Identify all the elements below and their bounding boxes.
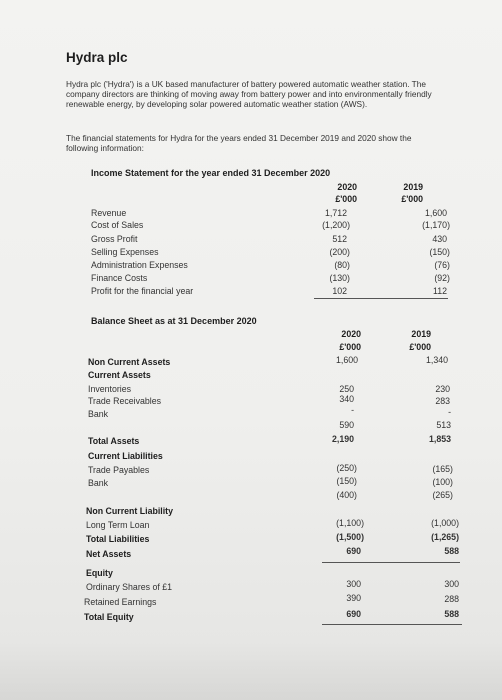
bs-long-term-loan-b: (1,000)	[431, 518, 459, 528]
bs-long-term-loan-label: Long Term Loan	[86, 520, 150, 530]
bs-current-assets-label: Current Assets	[88, 370, 151, 380]
bs-current-liabilities-total-b: (265)	[432, 490, 453, 500]
bs-net-assets-label: Net Assets	[86, 549, 132, 559]
is-row-label: Profit for the financial year	[91, 286, 194, 296]
is-row-label: Cost of Sales	[91, 220, 144, 230]
bs-current-liabilities-total-a: (400)	[336, 490, 357, 500]
bs-equity-label: Equity	[86, 568, 113, 578]
is-row-value-a: 1,712	[324, 208, 347, 218]
is-year-b: 2019	[403, 182, 423, 192]
is-row-value-a: (80)	[334, 260, 350, 270]
bs-total-liabilities-label: Total Liabilities	[86, 534, 150, 544]
bs-trade-payables-a: (250)	[336, 463, 357, 473]
bs-year-a: 2020	[341, 329, 361, 339]
is-row-label: Finance Costs	[91, 273, 148, 283]
bs-trade-payables-b: (165)	[432, 464, 453, 474]
is-row-value-b: (1,170)	[422, 220, 450, 230]
page-shadow	[0, 640, 502, 700]
bs-non-current-liability-label: Non Current Liability	[86, 506, 173, 516]
is-row-value-a: (130)	[329, 273, 350, 283]
is-unit-b: £'000	[401, 194, 423, 204]
bs-total-equity-b: 588	[444, 609, 459, 619]
bs-bank-liability-a: (150)	[336, 476, 357, 486]
bs-total-equity-label: Total Equity	[84, 612, 134, 622]
is-row-value-b: (150)	[429, 247, 450, 257]
bs-total-assets-b: 1,853	[428, 434, 451, 444]
is-row-value-a: 512	[332, 234, 347, 244]
bs-inventories-a: 250	[339, 384, 354, 394]
is-row-value-b: (76)	[434, 260, 450, 270]
bs-trade-receivables-label: Trade Receivables	[88, 396, 162, 406]
is-year-a: 2020	[337, 182, 357, 192]
bs-current-assets-total-b: 513	[436, 420, 451, 430]
bs-total-liabilities-a: (1,500)	[336, 532, 364, 542]
is-row-value-a: (200)	[329, 247, 350, 257]
bs-inventories-label: Inventories	[88, 384, 132, 394]
bs-retained-earnings-label: Retained Earnings	[84, 597, 157, 607]
bs-total-equity-a: 690	[346, 609, 361, 619]
is-row-value-b: (92)	[434, 273, 450, 283]
is-unit-a: £'000	[335, 194, 357, 204]
is-row-value-b: 1,600	[424, 208, 447, 218]
is-row-value-a: (1,200)	[322, 220, 350, 230]
bs-bank-liability-b: (100)	[432, 477, 453, 487]
bs-current-assets-total-a: 590	[339, 420, 354, 430]
is-row-value-b: 430	[432, 234, 447, 244]
bs-net-assets-b: 588	[444, 546, 459, 556]
bs-trade-receivables-b: 283	[435, 396, 450, 406]
company-title: Hydra plc	[66, 50, 128, 65]
bs-inventories-b: 230	[435, 384, 450, 394]
statement-intro: The financial statements for Hydra for the years ended 31 December 2019 and 2020 show the following information:	[66, 133, 412, 153]
is-row-value-a: 102	[332, 286, 347, 296]
bs-bank-a: -	[351, 405, 354, 415]
bs-long-term-loan-a: (1,100)	[336, 518, 364, 528]
bs-bank-b: -	[448, 407, 451, 417]
bs-non-current-assets-label: Non Current Assets	[88, 357, 171, 367]
is-row-label: Gross Profit	[91, 234, 138, 244]
bs-retained-earnings-a: 390	[346, 593, 361, 603]
bs-unit-b: £'000	[409, 342, 431, 352]
income-statement-heading: Income Statement for the year ended 31 December 2020	[91, 168, 331, 178]
intro-paragraph: Hydra plc ('Hydra') is a UK based manufacturer of battery powered automatic weather station. The company directors are thinking of moving away from battery power and into environmentally friendly renewable energy, by developing solar powered automatic weather station (AWS).	[66, 79, 432, 109]
bs-trade-payables-label: Trade Payables	[88, 465, 150, 475]
bs-total-assets-label: Total Assets	[88, 436, 140, 446]
bs-ordinary-shares-b: 300	[444, 579, 459, 589]
bs-trade-receivables-a: 340	[339, 394, 354, 404]
bs-ordinary-shares-label: Ordinary Shares of £1	[86, 582, 173, 592]
is-row-label: Selling Expenses	[91, 247, 159, 257]
bs-non-current-assets-a: 1,600	[335, 355, 358, 365]
bs-total-equity-underline	[322, 624, 462, 625]
bs-bank-liability-label: Bank	[88, 478, 109, 488]
bs-current-liabilities-label: Current Liabilities	[88, 451, 163, 461]
bs-bank-label: Bank	[88, 409, 109, 419]
is-row-label: Revenue	[91, 208, 127, 218]
bs-unit-a: £'000	[339, 342, 361, 352]
bs-year-b: 2019	[411, 329, 431, 339]
is-row-label: Administration Expenses	[91, 260, 188, 270]
balance-sheet-heading: Balance Sheet as at 31 December 2020	[91, 316, 257, 326]
bs-net-assets-underline	[322, 562, 460, 563]
is-row-value-b: 112	[432, 286, 447, 296]
bs-non-current-assets-b: 1,340	[425, 355, 448, 365]
bs-net-assets-a: 690	[346, 546, 361, 556]
is-underline	[314, 298, 448, 299]
bs-ordinary-shares-a: 300	[346, 579, 361, 589]
bs-retained-earnings-b: 288	[444, 594, 459, 604]
bs-total-liabilities-b: (1,265)	[431, 532, 459, 542]
bs-total-assets-a: 2,190	[331, 434, 354, 444]
